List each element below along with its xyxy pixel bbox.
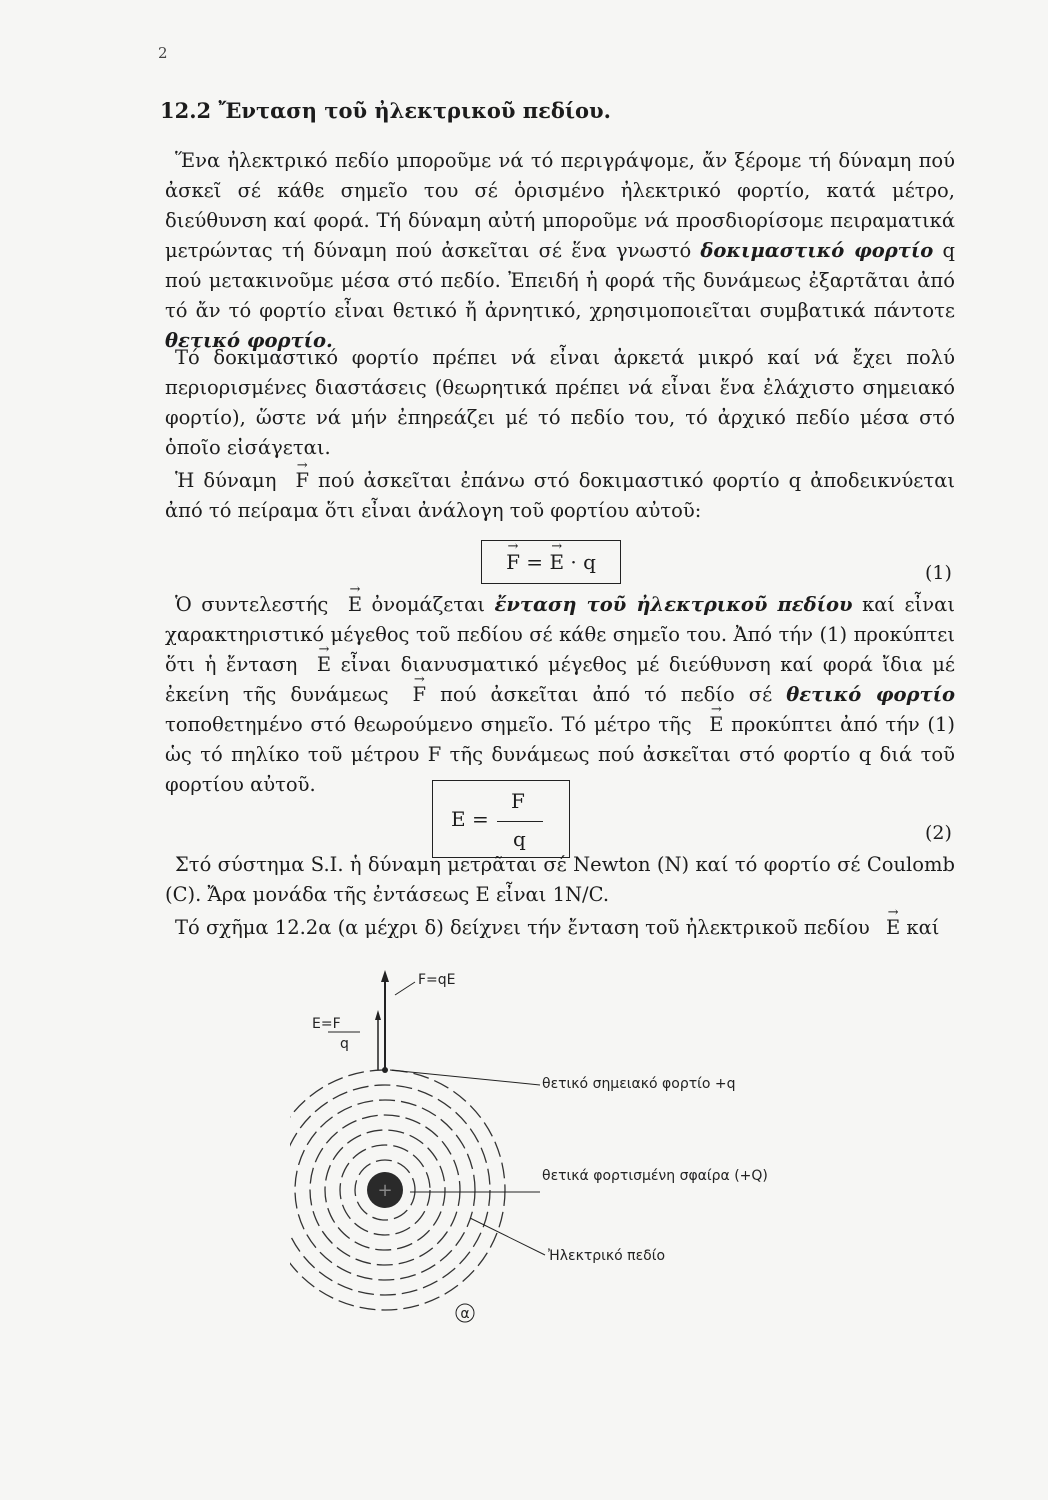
label-field: Ἠλεκτρικό πεδίο <box>548 1248 666 1264</box>
label-e-bottom: q <box>340 1036 349 1052</box>
page-number: 2 <box>158 44 168 62</box>
paragraph-6: Τό σχῆμα 12.2α (α μέχρι δ) δείχνει τήν ἔνταση τοῦ ἠλεκτρικοῦ πεδίου → E καί <box>165 913 955 943</box>
paragraph-3: Ἡ δύναμη → F πού ἀσκεῖται ἐπάνω στό δοκιμαστικό φορτίο q ἀποδεικνύεται ἀπό τό πείραμα ὅτι εἶναι ἀνάλογη τοῦ φορτίου αὐτοῦ: <box>165 466 955 526</box>
figure-caption: α <box>460 1306 470 1322</box>
svg-text:+: + <box>377 1180 393 1201</box>
equation-1-box: → F = → E · q <box>481 540 621 584</box>
paragraph-5: Στό σύστημα S.I. ἡ δύναμη μετρᾶται σέ Newton (N) καί τό φορτίο σέ Coulomb (C). Ἄρα μονάδα τῆς ἐντάσεως E εἶναι 1N/C. <box>165 853 955 906</box>
label-e-top: E=F <box>312 1016 341 1032</box>
label-force: F=qE <box>418 972 456 988</box>
equation-2-box: E = F q <box>432 780 570 858</box>
paragraph-1: Ἕνα ἠλεκτρικό πεδίο μποροῦμε νά τό περιγράψομε, ἄν ξέρομε τή δύναμη πού ἀσκεῖ σέ κάθε σημεῖο του σέ ὁρισμένο ἠλεκτρικό φορτίο, κατά μέτρο, διεύθυνση καί φορά. Τή δύναμη αὐτή μποροῦμε νά προσδιορίσομε πειραματικά μετρώντας τή δύναμη πού ἀσκεῖται σέ ἕνα γνωστό δοκιμαστικό φορτίο q πού μετακινοῦμε μέσα στό πεδίο. Ἐπειδή ἡ φορά τῆς δυνάμεως ἐξαρτᾶται ἀπό τό ἄν τό φορτίο εἶναι θετικό ἤ ἀρνητικό, χρησιμοποιεῖται συμβατικά πάντοτε θετικό φορτίο. <box>165 149 955 352</box>
paragraph-2: Τό δοκιμαστικό φορτίο πρέπει νά εἶναι ἀρκετά μικρό καί νά ἔχει πολύ περιορισμένες διαστάσεις (θεωρητικά πρέπει νά εἶναι ἕνα ἐλάχιστο σημειακό φορτίο), ὥστε νά μήν ἐπηρεάζει μέ τό πεδίο του, τό ἀρχικό πεδίο μέσα στό ὁποῖο εἰσάγεται. <box>165 346 955 459</box>
equation-1-number: (1) <box>925 562 952 584</box>
vector-F: → F <box>285 466 309 496</box>
test-charge-point <box>382 1067 388 1073</box>
figure-electric-field <box>290 960 770 1340</box>
term-field-intensity: ἔνταση τοῦ ἠλεκτρικοῦ πεδίου <box>494 593 853 616</box>
equation-2-number: (2) <box>925 822 952 844</box>
term-test-charge: δοκιμαστικό φορτίο <box>700 239 934 262</box>
paragraph-4: Ὁ συντελεστής → E ὀνομάζεται ἔνταση τοῦ ἠλεκτρικοῦ πεδίου καί εἶναι χαρακτηριστικό μέγεθος τοῦ πεδίου σέ κάθε σημεῖο του. Ἀπό τήν (1) προκύπτει ὅτι ἡ ἔνταση → E εἶναι διανυσματικό μέγεθος μέ διεύθυνση καί φορά ἴδια μέ ἐκείνη τῆς δυνάμεως → F πού ἀσκεῖται ἀπό τό πεδίο σέ θετικό φορτίο τοποθετημένο στό θεωρούμενο σημεῖο. Τό μέτρο τῆς → E προκύπτει ἀπό τήν (1) ὡς τό πηλίκο τοῦ μέτρου F τῆς δυνάμεως πού ἀσκεῖται στό φορτίο q διά τοῦ φορτίου αὐτοῦ. <box>165 590 955 800</box>
label-sphere: θετικά φορτισμένη σφαίρα (+Q) <box>542 1168 768 1184</box>
label-test-charge: θετικό σημειακό φορτίο +q <box>542 1076 736 1092</box>
term-positive-charge: θετικό φορτίο. <box>165 329 333 352</box>
section-heading: 12.2 Ἔνταση τοῦ ἠλεκτρικοῦ πεδίου. <box>160 98 611 123</box>
